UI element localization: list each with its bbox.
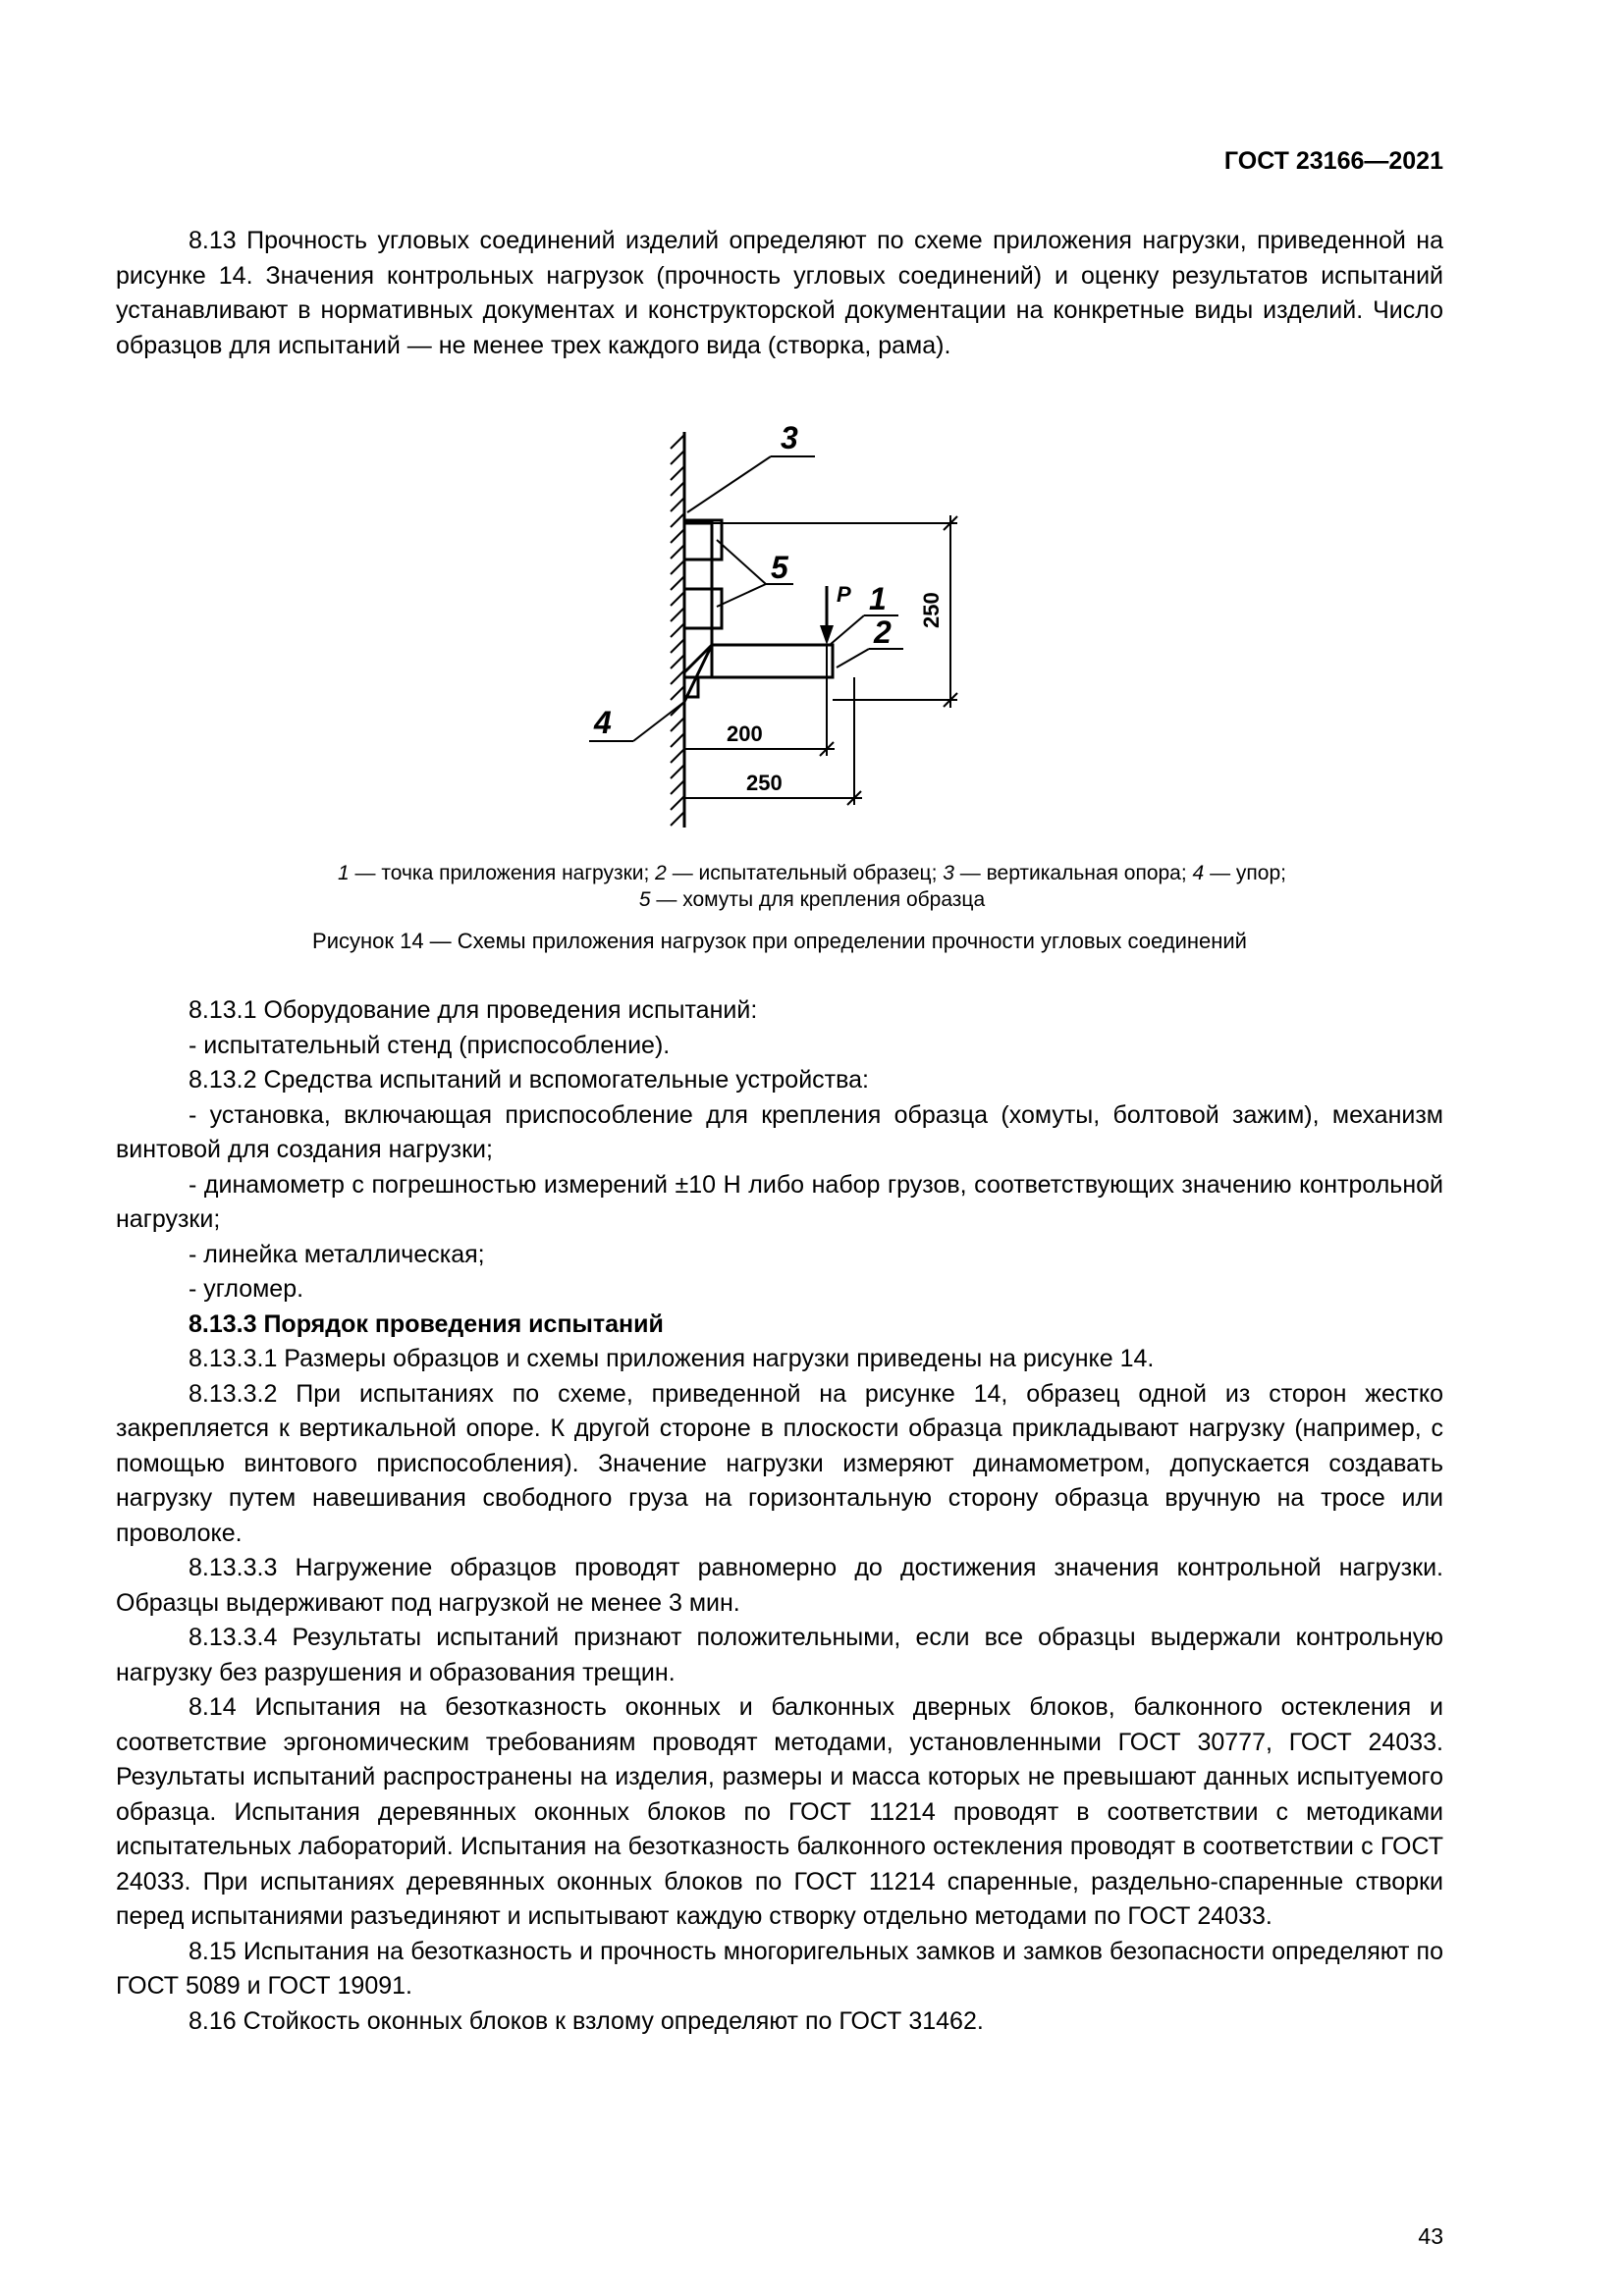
intro-block [116, 224, 1443, 363]
paragraph-8-13-3-2: 8.13.3.2 При испытаниях по схеме, приведенной на рисунке 14, образец одной из сторон жестко закрепляется к вертикальной опоре. К другой стороне в плоскости образца прикладывают нагрузку (например, с помощью винтового приспособления). Значение нагрузки измеряют динамометром, допускается создавать нагрузку путем навешивания свободного груза на горизонтальную сторону образца вручную на тросе или проволоке. [116, 1379, 1443, 1547]
list-item: - линейка металлическая; [189, 1240, 485, 1268]
dimension-200: 200 [727, 721, 763, 746]
paragraph-8-16: 8.16 Стойкость оконных блоков к взлому определяют по ГОСТ 31462. [189, 2006, 984, 2035]
paragraph-8-13-3-1: 8.13.3.1 Размеры образцов и схемы приложения нагрузки приведены на рисунке 14. [189, 1345, 1155, 1372]
wall-hatching [671, 435, 684, 826]
dimension-250-vertical: 250 [919, 592, 944, 628]
label-3: 3 [781, 420, 798, 455]
figure-legend [196, 860, 1428, 913]
document-code: ГОСТ 23166—2021 [1223, 147, 1443, 175]
figure-caption: Рисунок 14 — Схемы приложения нагрузок при определении прочности угловых соединений [312, 929, 1247, 953]
paragraph-8-15: 8.15 Испытания на безотказность и прочность многоригельных замков и замков безопасности определяют по ГОСТ 5089 и ГОСТ 19091. [116, 1937, 1443, 2000]
list-item: - угломер. [189, 1275, 304, 1303]
list-item: - динамометр с погрешностью измерений ±10 Н либо набор грузов, соответствующих значению контрольной нагрузки; [116, 1170, 1443, 1233]
dimension-250-horizontal: 250 [746, 771, 783, 795]
label-4: 4 [594, 705, 612, 740]
figure-14-diagram [569, 417, 982, 834]
clamp-top [684, 520, 722, 560]
paragraph-8-13-2: 8.13.2 Средства испытаний и вспомогательные устройства: [189, 1066, 869, 1094]
specimen-horizontal-member [684, 645, 833, 702]
paragraph-8-13: 8.13 Прочность угловых соединений изделий определяют по схеме приложения нагрузки, приведенной на рисунке 14. Значения контрольных нагрузок (прочность угловых соединений) и оценку результатов испытаний устанавливают в нормативных документах и конструкторской документации на конкретные виды изделий. Число образцов для испытаний — не менее трех каждого вида (створка, рама). [116, 227, 1443, 359]
section-heading-8-13-3: 8.13.3 Порядок проведения испытаний [189, 1309, 664, 1338]
label-1: 1 [869, 581, 887, 616]
body-text [116, 993, 1443, 2039]
paragraph-8-13-1: 8.13.1 Оборудование для проведения испытаний: [189, 996, 758, 1024]
paragraph-8-14: 8.14 Испытания на безотказность оконных и балконных дверных блоков, балконного остекления и соответствие эргономическим требованиям проводят методами, установленными ГОСТ 30777, ГОСТ 24033. Результаты испытаний распространены на изделия, размеры и масса которых не превышают данных испытуемого образца. Испытания деревянных оконных блоков по ГОСТ 11214 проводят в соответствии с методиками испытательных лабораторий. Испытания на безотказность балконного остекления проводят в соответствии с ГОСТ 24033. При испытаниях деревянных оконных блоков по ГОСТ 11214 спаренные, раздельно-спаренные створки перед испытаниями разъединяют и испытывают каждую створку отдельно методами по ГОСТ 24033. [116, 1693, 1443, 1930]
legend-line-1: 1 — точка приложения нагрузки; 2 — испытательный образец; 3 — вертикальная опора; 4 — упор; [338, 862, 1286, 884]
paragraph-8-13-3-3: 8.13.3.3 Нагружение образцов проводят равномерно до достижения значения контрольной нагрузки. Образцы выдерживают под нагрузкой не менее 3 мин. [116, 1554, 1443, 1617]
list-item: - установка, включающая приспособление для крепления образца (хомуты, болтовой зажим), механизм винтовой для создания нагрузки; [116, 1100, 1443, 1163]
page-number: 43 [1418, 2223, 1443, 2249]
list-item: - испытательный стенд (приспособление). [189, 1031, 671, 1059]
paragraph-8-13-3-4: 8.13.3.4 Результаты испытаний признают положительными, если все образцы выдержали контрольную нагрузку без разрушения и образования трещин. [116, 1624, 1443, 1686]
label-5: 5 [771, 550, 788, 585]
label-2: 2 [874, 614, 892, 650]
clamp-bottom [684, 589, 722, 628]
legend-line-2: 5 — хомуты для крепления образца [638, 888, 986, 911]
load-label-p: P [837, 582, 851, 607]
